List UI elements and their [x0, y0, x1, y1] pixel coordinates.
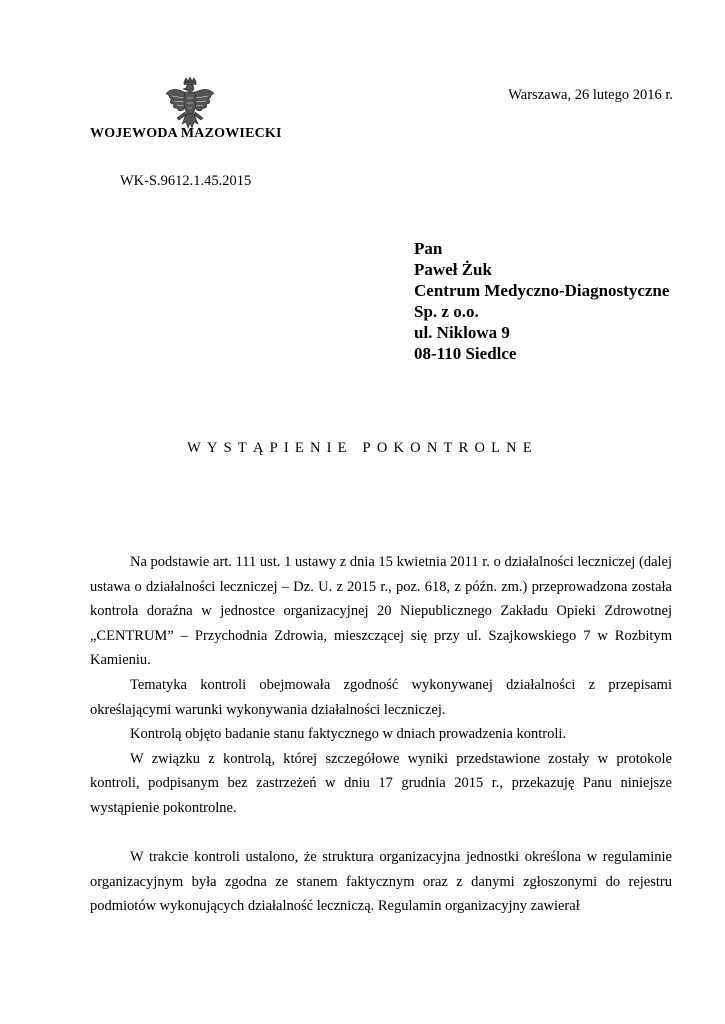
recipient-line: Pan — [414, 239, 443, 258]
recipient-line: ul. Niklowa 9 — [414, 323, 510, 342]
body-paragraph: W trakcie kontroli ustalono, że struktura organizacyjna jednostki określona w regulaminie organizacyjnym była zgodna ze stanem faktycznym oraz z danymi zgłoszonymi do rejestru podmiotów wykonujących działalność leczniczą. Regulamin organizacyjny zawierał — [90, 849, 672, 915]
letter-body — [90, 550, 672, 919]
recipient-line: Centrum Medyczno-Diagnostyczne — [414, 281, 670, 300]
body-paragraph: Na podstawie art. 111 ust. 1 ustawy z dnia 15 kwietnia 2011 r. o działalności leczniczej (dalej ustawa o działalności leczniczej – Dz. U. z 2015 r., poz. 618, z późn. zm.) przeprowadzona została kontrola doraźna w jednostce organizacyjnej 20 Niepublicznego Zakładu Opieki Zdrowotnej „CENTRUM” – Przychodnia Zdrowia, mieszczącej się przy ul. Szajkowskiego 7 w Rozbitym Kamieniu. — [90, 554, 672, 669]
body-paragraph: Kontrolą objęto badanie stanu faktycznego w dniach prowadzenia kontroli. — [130, 726, 567, 743]
recipient-address — [414, 238, 669, 364]
document-title: WYSTĄPIENIE POKONTROLNE — [187, 440, 538, 456]
reference-number: WK-S.9612.1.45.2015 — [120, 173, 252, 189]
recipient-line: 08-110 Siedlce — [414, 344, 517, 363]
body-paragraph: W związku z kontrolą, której szczegółowe wyniki przedstawione zostały w protokole kontroli, podpisanym bez zastrzeżeń w dniu 17 grudnia 2015 r., przekazuję Panu niniejsze wystąpienie pokontrolne. — [90, 750, 672, 816]
recipient-line: Paweł Żuk — [414, 260, 492, 279]
authority-name: WOJEWODA MAZOWIECKI — [90, 126, 282, 141]
body-paragraph: Tematyka kontroli obejmowała zgodność wykonywanej działalności z przepisami określającymi warunki wykonywania działalności leczniczej. — [90, 676, 672, 718]
place-and-date: Warszawa, 26 lutego 2016 r. — [508, 87, 673, 103]
recipient-line: Sp. z o.o. — [414, 302, 479, 321]
